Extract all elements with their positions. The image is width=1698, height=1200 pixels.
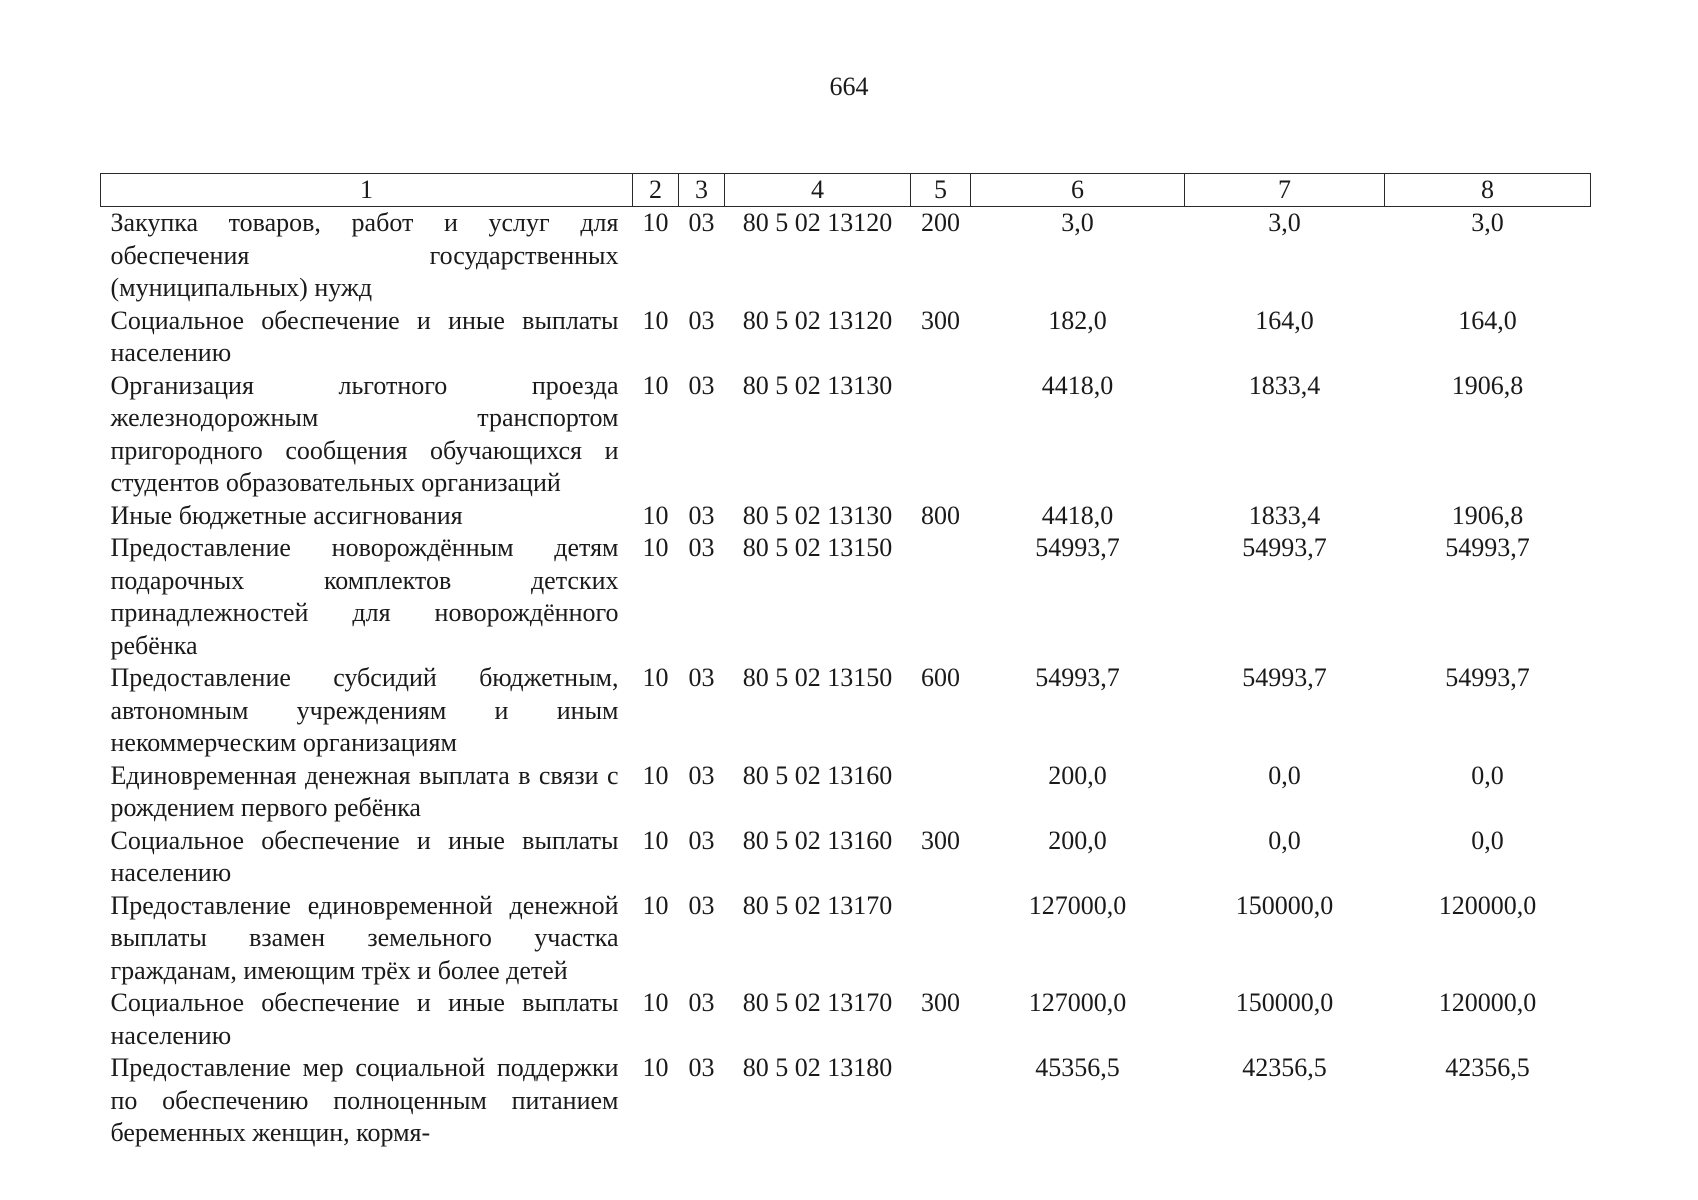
table-body (101, 207, 1591, 1150)
budget-table (100, 173, 1591, 1150)
row-code-3: 03 (688, 533, 715, 562)
row-code-3: 03 (688, 208, 715, 237)
row-code-4: 80 5 02 13150 (742, 663, 893, 692)
row-description: Социальное обеспечение и иные выплаты населению (110, 305, 619, 367)
row-value-6: 127000,0 (1028, 890, 1127, 920)
row-code-5 (911, 890, 971, 988)
row-value-7: 0,0 (1268, 760, 1301, 790)
row-value-8: 120000,0 (1438, 988, 1537, 1017)
column-header-7: 7 (1185, 174, 1385, 207)
row-description: Предоставление мер социальной поддержки по обеспечению полноценным питанием беременных женщин, кормя- (110, 1053, 619, 1147)
row-code-4: 80 5 02 13130 (742, 500, 893, 530)
row-value-7: 150000,0 (1235, 890, 1334, 920)
row-code-4: 80 5 02 13180 (742, 1053, 893, 1082)
table-row (101, 1052, 1591, 1150)
row-value-6: 200,0 (1048, 760, 1107, 790)
table-row (101, 305, 1591, 370)
row-value-6: 54993,7 (1035, 663, 1120, 692)
row-code-2: 10 (642, 208, 669, 237)
table-row (101, 207, 1591, 305)
row-code-2: 10 (642, 370, 669, 400)
row-value-8: 0,0 (1471, 825, 1504, 855)
row-code-3: 03 (688, 890, 715, 920)
column-header-2: 2 (633, 174, 679, 207)
table-header-row (101, 174, 1591, 207)
row-value-6: 4418,0 (1041, 500, 1114, 530)
row-value-8: 54993,7 (1445, 663, 1530, 692)
row-code-5 (911, 370, 971, 500)
row-code-4: 80 5 02 13160 (742, 760, 893, 790)
row-code-5: 300 (921, 305, 960, 335)
row-value-6: 3,0 (1061, 208, 1094, 237)
row-value-7: 54993,7 (1242, 663, 1327, 692)
row-description: Закупка товаров, работ и услуг для обеспечения государственных (муниципальных) нужд (110, 208, 619, 302)
row-value-7: 3,0 (1268, 208, 1301, 237)
table-row (101, 987, 1591, 1052)
row-description: Предоставление новорождённым детям подарочных комплектов детских принадлежностей для новорождённого ребёнка (110, 533, 619, 660)
row-code-5: 300 (921, 988, 960, 1017)
row-code-2: 10 (642, 988, 669, 1017)
row-code-2: 10 (642, 760, 669, 790)
row-code-4: 80 5 02 13130 (742, 370, 893, 400)
column-header-1: 1 (101, 174, 633, 207)
row-description: Иные бюджетные ассигнования (110, 500, 463, 530)
row-code-4: 80 5 02 13120 (742, 305, 893, 335)
table-row (101, 370, 1591, 500)
page-number: 664 (829, 72, 869, 101)
row-code-3: 03 (688, 305, 715, 335)
row-code-2: 10 (642, 890, 669, 920)
column-header-5: 5 (911, 174, 971, 207)
row-value-7: 150000,0 (1235, 988, 1334, 1017)
row-code-4: 80 5 02 13160 (742, 825, 893, 855)
row-value-6: 182,0 (1048, 305, 1107, 335)
row-description: Предоставление субсидий бюджетным, автономным учреждениям и иным некоммерческим организациям (110, 663, 619, 757)
row-value-6: 127000,0 (1028, 988, 1127, 1017)
row-description: Социальное обеспечение и иные выплаты населению (110, 988, 619, 1050)
row-value-7: 164,0 (1255, 305, 1314, 335)
column-header-4: 4 (725, 174, 911, 207)
row-code-2: 10 (642, 663, 669, 692)
row-value-6: 200,0 (1048, 825, 1107, 855)
row-code-2: 10 (642, 500, 669, 530)
table-row (101, 760, 1591, 825)
row-code-2: 10 (642, 825, 669, 855)
row-code-3: 03 (688, 500, 715, 530)
row-description: Предоставление единовременной денежной выплаты взамен земельного участка гражданам, имеющим трёх и более детей (110, 890, 619, 985)
row-code-3: 03 (688, 1053, 715, 1082)
row-value-7: 0,0 (1268, 825, 1301, 855)
row-value-6: 4418,0 (1041, 370, 1114, 400)
row-value-8: 0,0 (1471, 760, 1504, 790)
row-code-4: 80 5 02 13150 (742, 533, 893, 562)
row-value-8: 42356,5 (1445, 1053, 1530, 1082)
row-code-3: 03 (688, 825, 715, 855)
column-header-3: 3 (679, 174, 725, 207)
column-header-8: 8 (1385, 174, 1591, 207)
row-description: Единовременная денежная выплата в связи с рождением первого ребёнка (110, 760, 619, 822)
row-code-5 (911, 760, 971, 825)
row-code-2: 10 (642, 533, 669, 562)
row-value-7: 42356,5 (1242, 1053, 1327, 1082)
row-value-8: 120000,0 (1438, 890, 1537, 920)
table-row (101, 890, 1591, 988)
table-row (101, 662, 1591, 760)
row-value-8: 1906,8 (1451, 370, 1524, 400)
row-code-3: 03 (688, 988, 715, 1017)
row-code-2: 10 (642, 305, 669, 335)
row-code-5: 600 (921, 663, 960, 692)
row-value-8: 1906,8 (1451, 500, 1524, 530)
table-row (101, 532, 1591, 662)
row-code-5 (911, 1052, 971, 1150)
row-code-5: 200 (921, 208, 960, 237)
row-code-5 (911, 532, 971, 662)
row-value-6: 45356,5 (1035, 1053, 1120, 1082)
row-value-7: 1833,4 (1248, 370, 1321, 400)
row-code-5: 800 (921, 500, 960, 530)
row-code-2: 10 (642, 1053, 669, 1082)
table-row (101, 500, 1591, 533)
row-value-7: 1833,4 (1248, 500, 1321, 530)
row-code-5: 300 (921, 825, 960, 855)
row-value-7: 54993,7 (1242, 533, 1327, 562)
row-code-3: 03 (688, 663, 715, 692)
row-code-3: 03 (688, 760, 715, 790)
row-code-4: 80 5 02 13120 (742, 208, 893, 237)
table-row (101, 825, 1591, 890)
row-code-3: 03 (688, 370, 715, 400)
row-value-6: 54993,7 (1035, 533, 1120, 562)
row-value-8: 164,0 (1458, 305, 1517, 335)
row-value-8: 54993,7 (1445, 533, 1530, 562)
row-code-4: 80 5 02 13170 (742, 890, 893, 920)
row-description: Социальное обеспечение и иные выплаты населению (110, 825, 619, 887)
row-code-4: 80 5 02 13170 (742, 988, 893, 1017)
column-header-6: 6 (971, 174, 1185, 207)
row-description: Организация льготного проезда железнодорожным транспортом пригородного сообщения обучающихся и студентов образовательных организаций (110, 370, 619, 497)
row-value-8: 3,0 (1471, 208, 1504, 237)
